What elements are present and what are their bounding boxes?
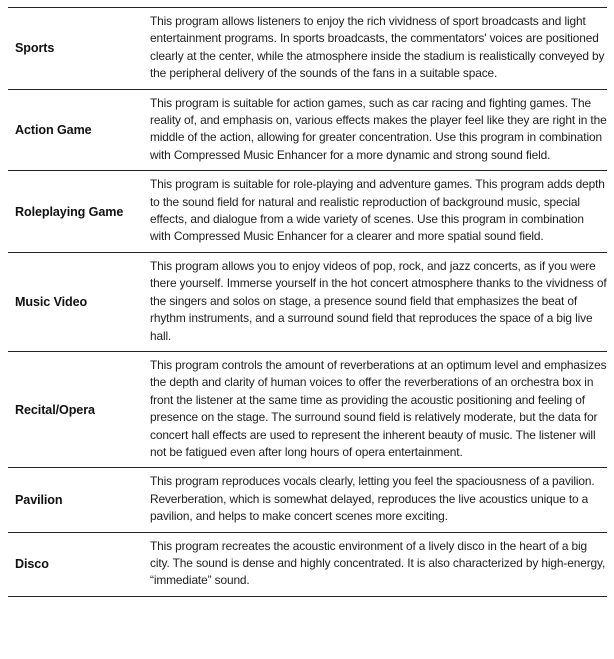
- program-description: This program is suitable for action games, such as car racing and fighting games. The reality of, and emphasis on, various effects makes the player feel like they are right in the middle of the action, allowing for greater concentration. Use this program in combination with Compressed Music Enhancer for a more dynamic and strong sound field.: [150, 95, 607, 162]
- table-row: [8, 532, 607, 596]
- table-row: [8, 89, 607, 171]
- program-name-roleplaying-game: Roleplaying Game: [15, 204, 124, 219]
- program-name-sports: Sports: [15, 41, 55, 56]
- program-description: This program controls the amount of reverberations at an optimum level and emphasizes the depth and clarity of human voices to offer the reverberations of an orchestra box in front the listener at the same time as providing the acoustic positioning and feeling of presence on the stage. The surround sound field is relatively moderate, but the data for concert hall effects are used to represent the inherent beauty of music. The listener will not be fatigued even after long hours of opera entertainment.: [150, 357, 607, 459]
- program-description: This program allows you to enjoy videos of pop, rock, and jazz concerts, as if you were there yourself. Immerse yourself in the hot concert atmosphere thanks to the vividness of the singers and solos on stage, a presence sound field that emphasizes the beat of rhythm instruments, and a surround sound field that reproduces the space of a big live hall.: [150, 258, 607, 343]
- program-name-recital-opera: Recital/Opera: [15, 402, 95, 417]
- table-row: [8, 467, 607, 531]
- table-row: [8, 252, 607, 351]
- sound-program-table: [8, 7, 607, 597]
- table-row: [8, 351, 607, 467]
- table-row: [8, 7, 607, 89]
- program-name-action-game: Action Game: [15, 122, 92, 137]
- table-row: [8, 170, 607, 252]
- program-name-pavilion: Pavilion: [15, 492, 63, 507]
- program-description: This program is suitable for role-playing and adventure games. This program adds depth to the sound field for natural and realistic reproduction of background music, special effects, and dialogue from a wide variety of scenes. Use this program in combination with Compressed Music Enhancer for a clearer and more spatial sound field.: [150, 177, 605, 244]
- program-name-disco: Disco: [15, 557, 49, 572]
- program-description: This program allows listeners to enjoy the rich vividness of sport broadcasts and light entertainment programs. In sports broadcasts, the commentators' voices are positioned clearly at the center, while the atmosphere inside the stadium is realistically conveyed by the peripheral delivery of the sounds of the fans in a suitable space.: [150, 14, 605, 81]
- program-description: This program recreates the acoustic environment of a lively disco in the heart of a big city. The sound is dense and highly concentrated. It is also characterized by high-energy, “immediate” sound.: [150, 538, 606, 588]
- program-description: This program reproduces vocals clearly, letting you feel the spaciousness of a pavilion. Reverberation, which is somewhat delayed, reproduces the live acoustics unique to a pavilion, and helps to make concert scenes more exciting.: [150, 474, 595, 524]
- program-name-music-video: Music Video: [15, 294, 88, 309]
